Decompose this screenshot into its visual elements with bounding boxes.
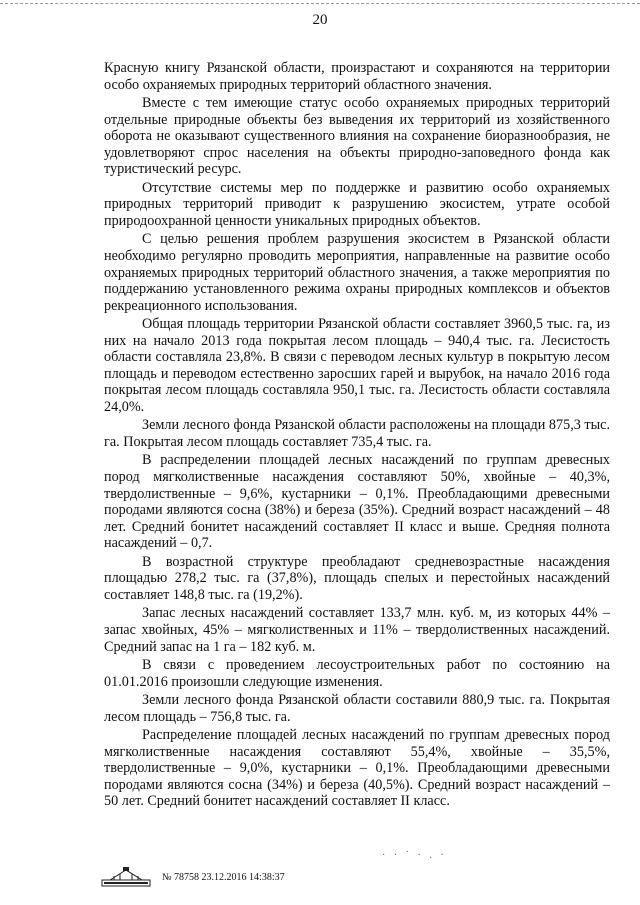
paragraph: Вместе с тем имеющие статус особо охраняемых природных территорий отдельные природные объекты без выведения их территорий из хозяйственного оборота не оказывают существенного влияния на сохранение биоразнообразия, не удовлетворяют спрос населения на объекты природно-заповедного фонда как туристический ресурс. bbox=[104, 94, 610, 178]
building-emblem-icon bbox=[100, 866, 152, 888]
paragraph: В возрастной структуре преобладают средневозрастные насаждения площадью 278,2 тыс. га (37,8%), площадь спелых и перестойных насаждений составляет 148,8 тыс. га (19,2%). bbox=[104, 553, 610, 603]
document-footer bbox=[100, 866, 285, 888]
paragraph: Запас лесных насаждений составляет 133,7 млн. куб. м, из которых 44% – запас хвойных, 45% – мягколиственных и 11% – твердолиственных насаждений. Средний запас на 1 га – 182 куб. м. bbox=[104, 605, 610, 655]
paragraph: Общая площадь территории Рязанской области составляет 3960,5 тыс. га, из них на начало 2013 года покрытая лесом площадь – 940,4 тыс. га. Лесистость области составляла 23,8%. В связи с переводом лесных культур в покрытую лесом площадь и переводом естественно заросших гарей и вырубок, на начало 2016 года покрытая лесом площадь составляла 950,1 тыс. га. Лесистость области составляла 24,0%. bbox=[104, 316, 610, 416]
paragraph: Распределение площадей лесных насаждений по группам древесных пород мягколиственные насаждения составляют 55,4%, хвойные – 35,5%, твердолиственные – 9,0%, кустарники – 0,1%. Преобладающими древесными породами являются сосна (34%) и береза (40,5%). Средний возраст насаждений – 50 лет. Средний бонитет насаждений составляет II класс. bbox=[104, 726, 610, 810]
document-registration-stamp: № 78758 23.12.2016 14:38:37 bbox=[162, 871, 285, 883]
handwritten-mark: · · ˙ · . · bbox=[382, 850, 447, 861]
paragraph: С целью решения проблем разрушения экосистем в Рязанской области необходимо регулярно проводить мероприятия, направленные на развитие особо охраняемых природных территорий областного значения, а также мероприятия по поддержанию установленного режима охраны природных комплексов и объектов рекреационного использования. bbox=[104, 231, 610, 314]
paragraph: Отсутствие системы мер по поддержке и развитию особо охраняемых природных территорий приводит к разрушению экосистем, утрате особой природоохранной ценности уникальных природных объектов. bbox=[104, 179, 610, 229]
paragraph: Красную книгу Рязанской области, произрастают и сохраняются на территории особо охраняемых природных территорий областного значения. bbox=[104, 60, 610, 93]
paragraph: Земли лесного фонда Рязанской области составили 880,9 тыс. га. Покрытая лесом площадь – 756,8 тыс. га. bbox=[104, 691, 610, 725]
top-border-line bbox=[0, 3, 640, 5]
page-number: 20 bbox=[312, 12, 328, 28]
paragraph: Земли лесного фонда Рязанской области расположены на площади 875,3 тыс. га. Покрытая лесом площадь составляет 735,4 тыс. га. bbox=[104, 417, 610, 451]
paragraph: В связи с проведением лесоустроительных работ по состоянию на 01.01.2016 произошли следующие изменения. bbox=[104, 656, 610, 690]
document-body bbox=[104, 60, 610, 812]
paragraph: В распределении площадей лесных насаждений по группам древесных пород мягколиственные насаждения составляют 50%, хвойные – 40,3%, твердолиственные – 9,6%, кустарники – 0,1%. Преобладающими древесными породами являются сосна (38%) и береза (35%). Средний возраст насаждений – 48 лет. Средний бонитет насаждений составляет II класс и выше. Средняя полнота насаждений – 0,7. bbox=[104, 452, 610, 552]
